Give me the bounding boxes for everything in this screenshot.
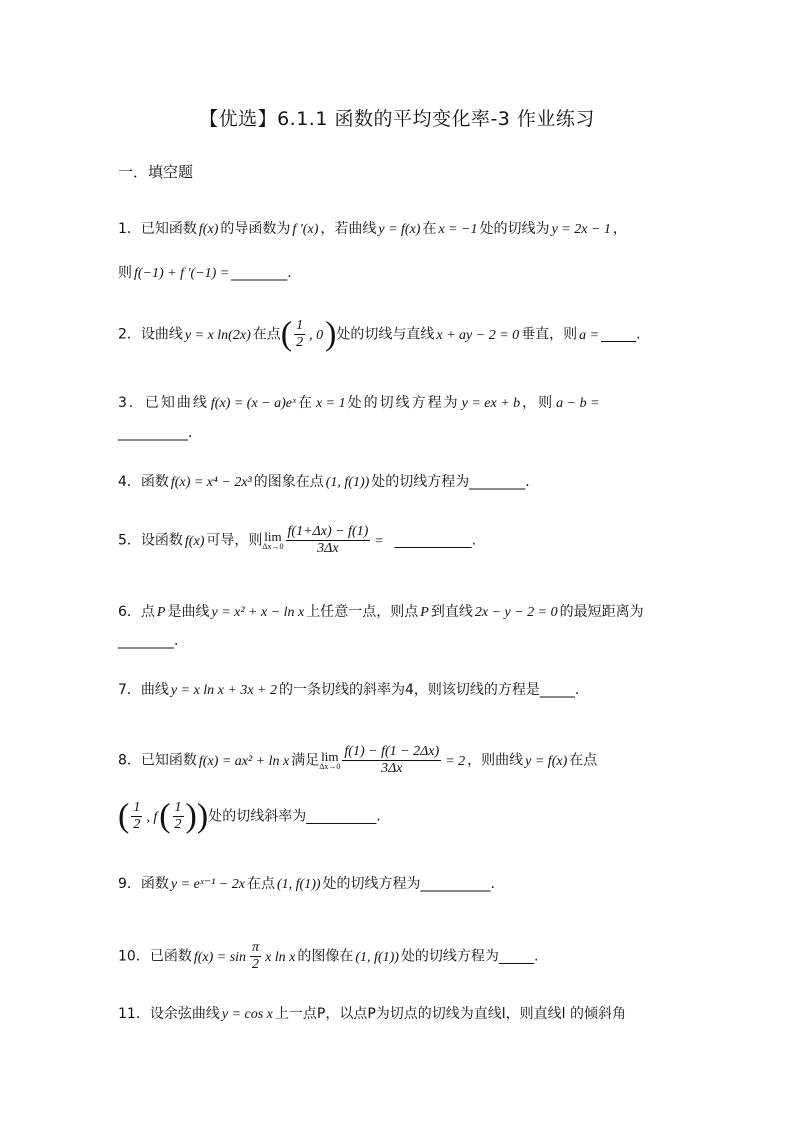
q2-text: 处的切线与直线 xyxy=(336,326,435,343)
q8-math: f(x) = ax² + ln x xyxy=(198,753,290,769)
q7-text: 7．曲线 xyxy=(118,682,169,698)
q4-text: 处的切线方程为 xyxy=(371,474,470,490)
question-7 xyxy=(118,679,684,702)
q3-math: f(x) = (x − a)eˣ xyxy=(210,396,296,411)
q2-math: x + ay − 2 = 0 xyxy=(436,327,520,343)
section-heading: 一．填空题 xyxy=(118,163,194,181)
q7-math: y = x ln x + 3x + 2 xyxy=(170,683,278,698)
question-3 xyxy=(118,392,684,415)
q2-text: 在点 xyxy=(252,326,281,343)
q8-math: = 2 xyxy=(445,753,466,769)
q6-math: y = x² + x − ln x xyxy=(211,605,305,620)
q1-text: 则 xyxy=(118,265,132,281)
question-8-line2 xyxy=(118,797,684,835)
question-6 xyxy=(118,601,684,624)
q10-math: x ln x xyxy=(265,949,296,965)
q8-text: 满足 xyxy=(291,752,320,769)
page-title: 【优选】6.1.1 函数的平均变化率-3 作业练习 xyxy=(199,108,595,130)
question-5 xyxy=(118,524,684,557)
q10-text: 处的切线方程为 xyxy=(400,948,499,965)
q1-math: x = −1 xyxy=(438,222,478,237)
q3-math: y = ex + b xyxy=(461,396,521,411)
q9-text: 在点 xyxy=(247,876,275,892)
denominator: 2 xyxy=(296,335,304,350)
q2-math: a = xyxy=(579,327,600,343)
q9-math: (1, f(1)) xyxy=(277,877,321,892)
q6-math: P xyxy=(420,605,429,620)
q1-text: ， xyxy=(612,221,627,237)
answer-blank: _____. xyxy=(498,948,539,965)
q1-math: f ′(x) xyxy=(292,222,319,237)
limit-operator xyxy=(262,528,284,551)
q3-text: 在 xyxy=(297,395,314,411)
answer-blank: __________. xyxy=(306,808,381,825)
answer-blank: ___________. xyxy=(394,532,477,549)
q8-text: 在点 xyxy=(569,752,598,769)
numerator: 1 xyxy=(133,800,141,815)
q3-math: x = 1 xyxy=(315,396,346,411)
q10-text: 的图像在 xyxy=(297,948,354,965)
q1-text: 1．已知函数 xyxy=(118,221,197,237)
q1-math: y = f(x) xyxy=(378,222,421,237)
q6-math: 2x − y − 2 = 0 xyxy=(474,605,558,620)
q8-math: y = f(x) xyxy=(525,753,568,769)
lim-subscript: Δx→0 xyxy=(319,761,341,771)
q4-text: 的图象在点 xyxy=(253,474,324,490)
paren-close: ) xyxy=(325,315,337,353)
lim-label: lim xyxy=(264,528,282,544)
numerator: π xyxy=(252,940,260,955)
answer-blank: _____. xyxy=(539,682,580,698)
q9-math: y = eˣ⁻¹ − 2x xyxy=(170,877,245,892)
q7-text: 的一条切线的斜率为4，则该切线的方程是 xyxy=(279,682,540,698)
paren-open: ( xyxy=(159,797,171,835)
fraction xyxy=(292,318,307,351)
limit-operator xyxy=(319,748,341,771)
fraction xyxy=(284,524,373,557)
q11-text: 11．设余弦曲线 xyxy=(118,1006,220,1022)
q6-text: 的最短距离为 xyxy=(559,604,644,620)
q2-math: y = x ln(2x) xyxy=(184,327,251,343)
q3-text: ，则 xyxy=(522,395,555,411)
q1-math: f(−1) + f ′(−1) = xyxy=(134,266,230,281)
q4-math: (1, f(1)) xyxy=(325,475,370,490)
fraction xyxy=(340,744,443,777)
q3-text: 3．已知曲线 xyxy=(118,395,209,411)
q1-text: ，若曲线 xyxy=(320,221,377,237)
answer-blank: ________. xyxy=(118,633,179,649)
answer-blank: __________. xyxy=(118,425,193,441)
q5-math: = xyxy=(374,533,384,549)
question-6-line2 xyxy=(118,630,684,652)
q1-text: 处的切线为 xyxy=(479,221,550,237)
q5-text: 可导，则 xyxy=(206,532,263,549)
numerator: 1 xyxy=(296,318,304,333)
q2-text: 2．设曲线 xyxy=(118,326,183,343)
q2-text: 垂直，则 xyxy=(521,326,578,343)
q8-text: ，则曲线 xyxy=(467,752,524,769)
q6-math: P xyxy=(156,605,166,620)
q10-math: (1, f(1)) xyxy=(355,949,399,965)
lim-subscript: Δx→0 xyxy=(262,541,284,551)
numerator: f(1+Δx) − f(1) xyxy=(287,524,369,539)
q5-math: f(x) xyxy=(184,533,205,549)
question-9 xyxy=(118,873,684,896)
answer-blank: __________. xyxy=(420,876,495,892)
question-3-line2 xyxy=(118,422,684,444)
q1-text: 在 xyxy=(422,221,437,237)
question-1 xyxy=(118,218,684,241)
q6-text: 到直线 xyxy=(430,604,473,620)
question-2 xyxy=(118,315,684,353)
q6-text: 是曲线 xyxy=(167,604,210,620)
answer-blank: _____. xyxy=(601,326,641,343)
numerator: f(1) − f(1 − 2Δx) xyxy=(344,744,440,759)
q4-text: 4．函数 xyxy=(118,474,169,490)
fraction xyxy=(129,800,144,833)
q1-math: y = 2x − 1 xyxy=(551,222,611,237)
denominator: 2 xyxy=(174,817,182,832)
q3-text: 处的切线方程为 xyxy=(347,395,460,411)
q10-text: 10．已函数 xyxy=(118,948,192,965)
q11-math: y = cos x xyxy=(221,1007,273,1022)
answer-blank: ________. xyxy=(231,265,292,281)
q3-math: a − b = xyxy=(556,396,600,411)
q9-text: 9．函数 xyxy=(118,876,169,892)
numerator: 1 xyxy=(174,800,182,815)
denominator: 3Δx xyxy=(317,541,339,556)
paren-open: ( xyxy=(118,797,130,835)
q6-text: 上任意一点，则点 xyxy=(306,604,419,620)
q11-text: 上一点P，以点P为切点的切线为直线l，则直线l 的倾斜角 xyxy=(274,1006,626,1022)
denominator: 2 xyxy=(133,817,141,832)
q8-text: 处的切线斜率为 xyxy=(208,808,307,825)
denominator: 3Δx xyxy=(381,761,403,776)
paren-close: )) xyxy=(185,797,209,835)
q8-math: , f xyxy=(146,809,158,825)
lim-label: lim xyxy=(321,748,339,764)
question-10 xyxy=(118,940,684,973)
denominator: 2 xyxy=(252,957,260,972)
q6-text: 6．点 xyxy=(118,604,155,620)
paren-open: ( xyxy=(280,315,293,353)
q10-math: f(x) = sin xyxy=(193,949,247,965)
q4-math: f(x) = x⁴ − 2x³ xyxy=(170,475,252,490)
q5-text: 5．设函数 xyxy=(118,532,183,549)
fraction xyxy=(248,940,263,973)
q2-math: , 0 xyxy=(309,327,324,343)
question-8 xyxy=(118,744,684,777)
q1-text: 的导函数为 xyxy=(220,221,291,237)
answer-blank: ________. xyxy=(469,474,530,490)
q1-math: f(x) xyxy=(198,222,219,237)
question-4 xyxy=(118,471,684,494)
q8-text: 8．已知函数 xyxy=(118,752,197,769)
question-1-line2 xyxy=(118,262,684,285)
question-11 xyxy=(118,1003,684,1026)
q9-text: 处的切线方程为 xyxy=(322,876,421,892)
fraction xyxy=(171,800,186,833)
